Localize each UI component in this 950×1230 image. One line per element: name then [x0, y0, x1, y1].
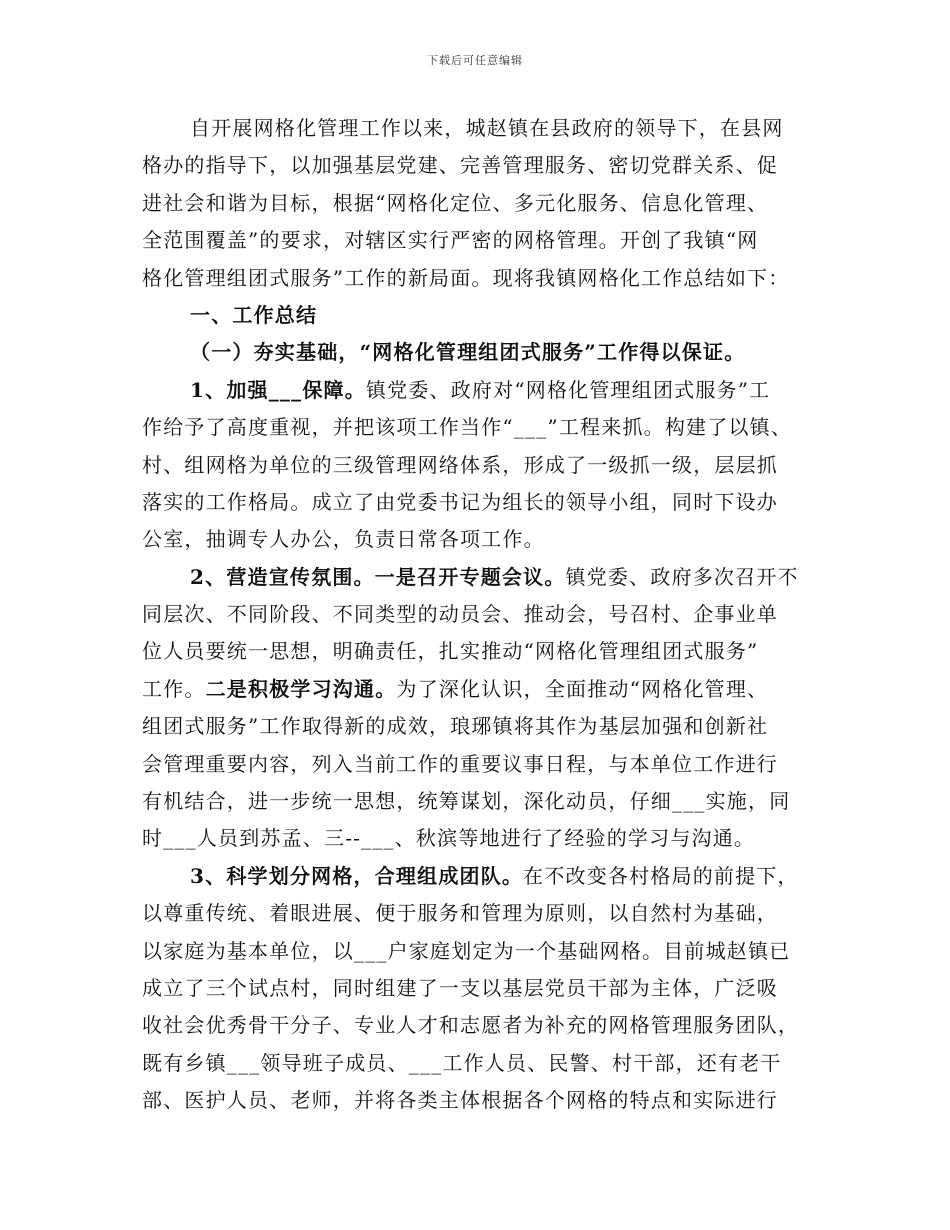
- paragraph-line: 会管理重要内容，列入当前工作的重要议事日程，与本单位工作进行: [142, 751, 778, 776]
- paragraph-line: 村、组网格为单位的三级管理网络体系，形成了一级抓一级，层层抓: [142, 452, 778, 477]
- paragraph-line: 部、医护人员、老师，并将各类主体根据各个网格的特点和实际进行: [142, 1088, 778, 1113]
- paragraph-line: 全范围覆盖”的要求，对辖区实行严密的网格管理。开创了我镇“网: [142, 228, 759, 253]
- paragraph-line: 位人员要统一思想，明确责任，扎实推动“网格化管理组团式服务”: [142, 639, 759, 664]
- paragraph-text: 镇党委、政府对“网格化管理组团式服务”工: [365, 377, 771, 402]
- paragraph-line: [142, 671, 832, 708]
- item-heading: 1、加强___保障。: [190, 377, 366, 402]
- paragraph-line: 以尊重传统、着眼进展、便于服务和管理为原则，以自然村为基础，: [142, 901, 778, 926]
- subsection-heading: （一）夯实基础，“网格化管理组团式服务”工作得以保证。: [190, 340, 746, 365]
- paragraph-text: 在不改变各村格局的前提下，: [523, 863, 799, 888]
- document-body: [142, 110, 832, 1120]
- item-heading: 2、营造宣传氛围。一是召开专题会议。: [190, 564, 566, 589]
- item-subheading: 二是积极学习沟通。: [205, 676, 397, 701]
- paragraph-line: 作给予了高度重视，并把该项工作当作“___”工程来抓。构建了以镇、: [142, 415, 793, 440]
- paragraph-line: 格化管理组团式服务”工作的新局面。现将我镇网格化工作总结如下：: [142, 265, 790, 290]
- paragraph-line: 自开展网格化管理工作以来，城赵镇在县政府的领导下，在县网: [190, 116, 784, 140]
- paragraph-line: 既有乡镇___领导班子成员、___工作人员、民警、村干部，还有老干: [142, 1050, 782, 1075]
- paragraph-line: [142, 372, 832, 409]
- paragraph-text: 为了深化认识，全面推动“网格化管理、: [396, 676, 769, 701]
- paragraph-line: 成立了三个试点村，同时组建了一支以基层党员干部为主体，广泛吸: [142, 975, 778, 1000]
- page-header: 下载后可任意编辑: [427, 54, 523, 67]
- paragraph-line: 同层次、不同阶段、不同类型的动员会、推动会，号召村、企事业单: [142, 602, 778, 627]
- paragraph-line: 格办的指导下，以加强基层党建、完善管理服务、密切党群关系、促: [142, 153, 778, 178]
- paragraph-line: 时___人员到苏孟、三--___、秋滨等地进行了经验的学习与沟通。: [142, 826, 756, 851]
- paragraph-line: 有机结合，进一步统一思想，统筹谋划，深化动员，仔细___实施，同: [142, 789, 791, 814]
- paragraph-line: [142, 858, 832, 895]
- section-heading: 一、工作总结: [190, 302, 318, 327]
- paragraph-line: 公室，抽调专人办公，负责日常各项工作。: [142, 527, 545, 552]
- paragraph-text: 镇党委、政府多次召开不: [565, 564, 799, 589]
- paragraph-line: 组团式服务”工作取得新的成效，琅琊镇将其作为基层加强和创新社: [142, 714, 769, 739]
- paragraph-line: 进社会和谐为目标，根据“网格化定位、多元化服务、信息化管理、: [142, 190, 769, 215]
- paragraph-text: 工作。: [142, 676, 206, 701]
- paragraph-line: 以家庭为基本单位，以___户家庭划定为一个基础网格。目前城赵镇已: [142, 938, 791, 963]
- paragraph-line: [142, 559, 832, 596]
- paragraph-line: 落实的工作格局。成立了由党委书记为组长的领导小组，同时下设办: [142, 489, 778, 514]
- item-heading: 3、科学划分网格，合理组成团队。: [190, 863, 524, 888]
- paragraph-line: 收社会优秀骨干分子、专业人才和志愿者为补充的网格管理服务团队，: [142, 1013, 800, 1038]
